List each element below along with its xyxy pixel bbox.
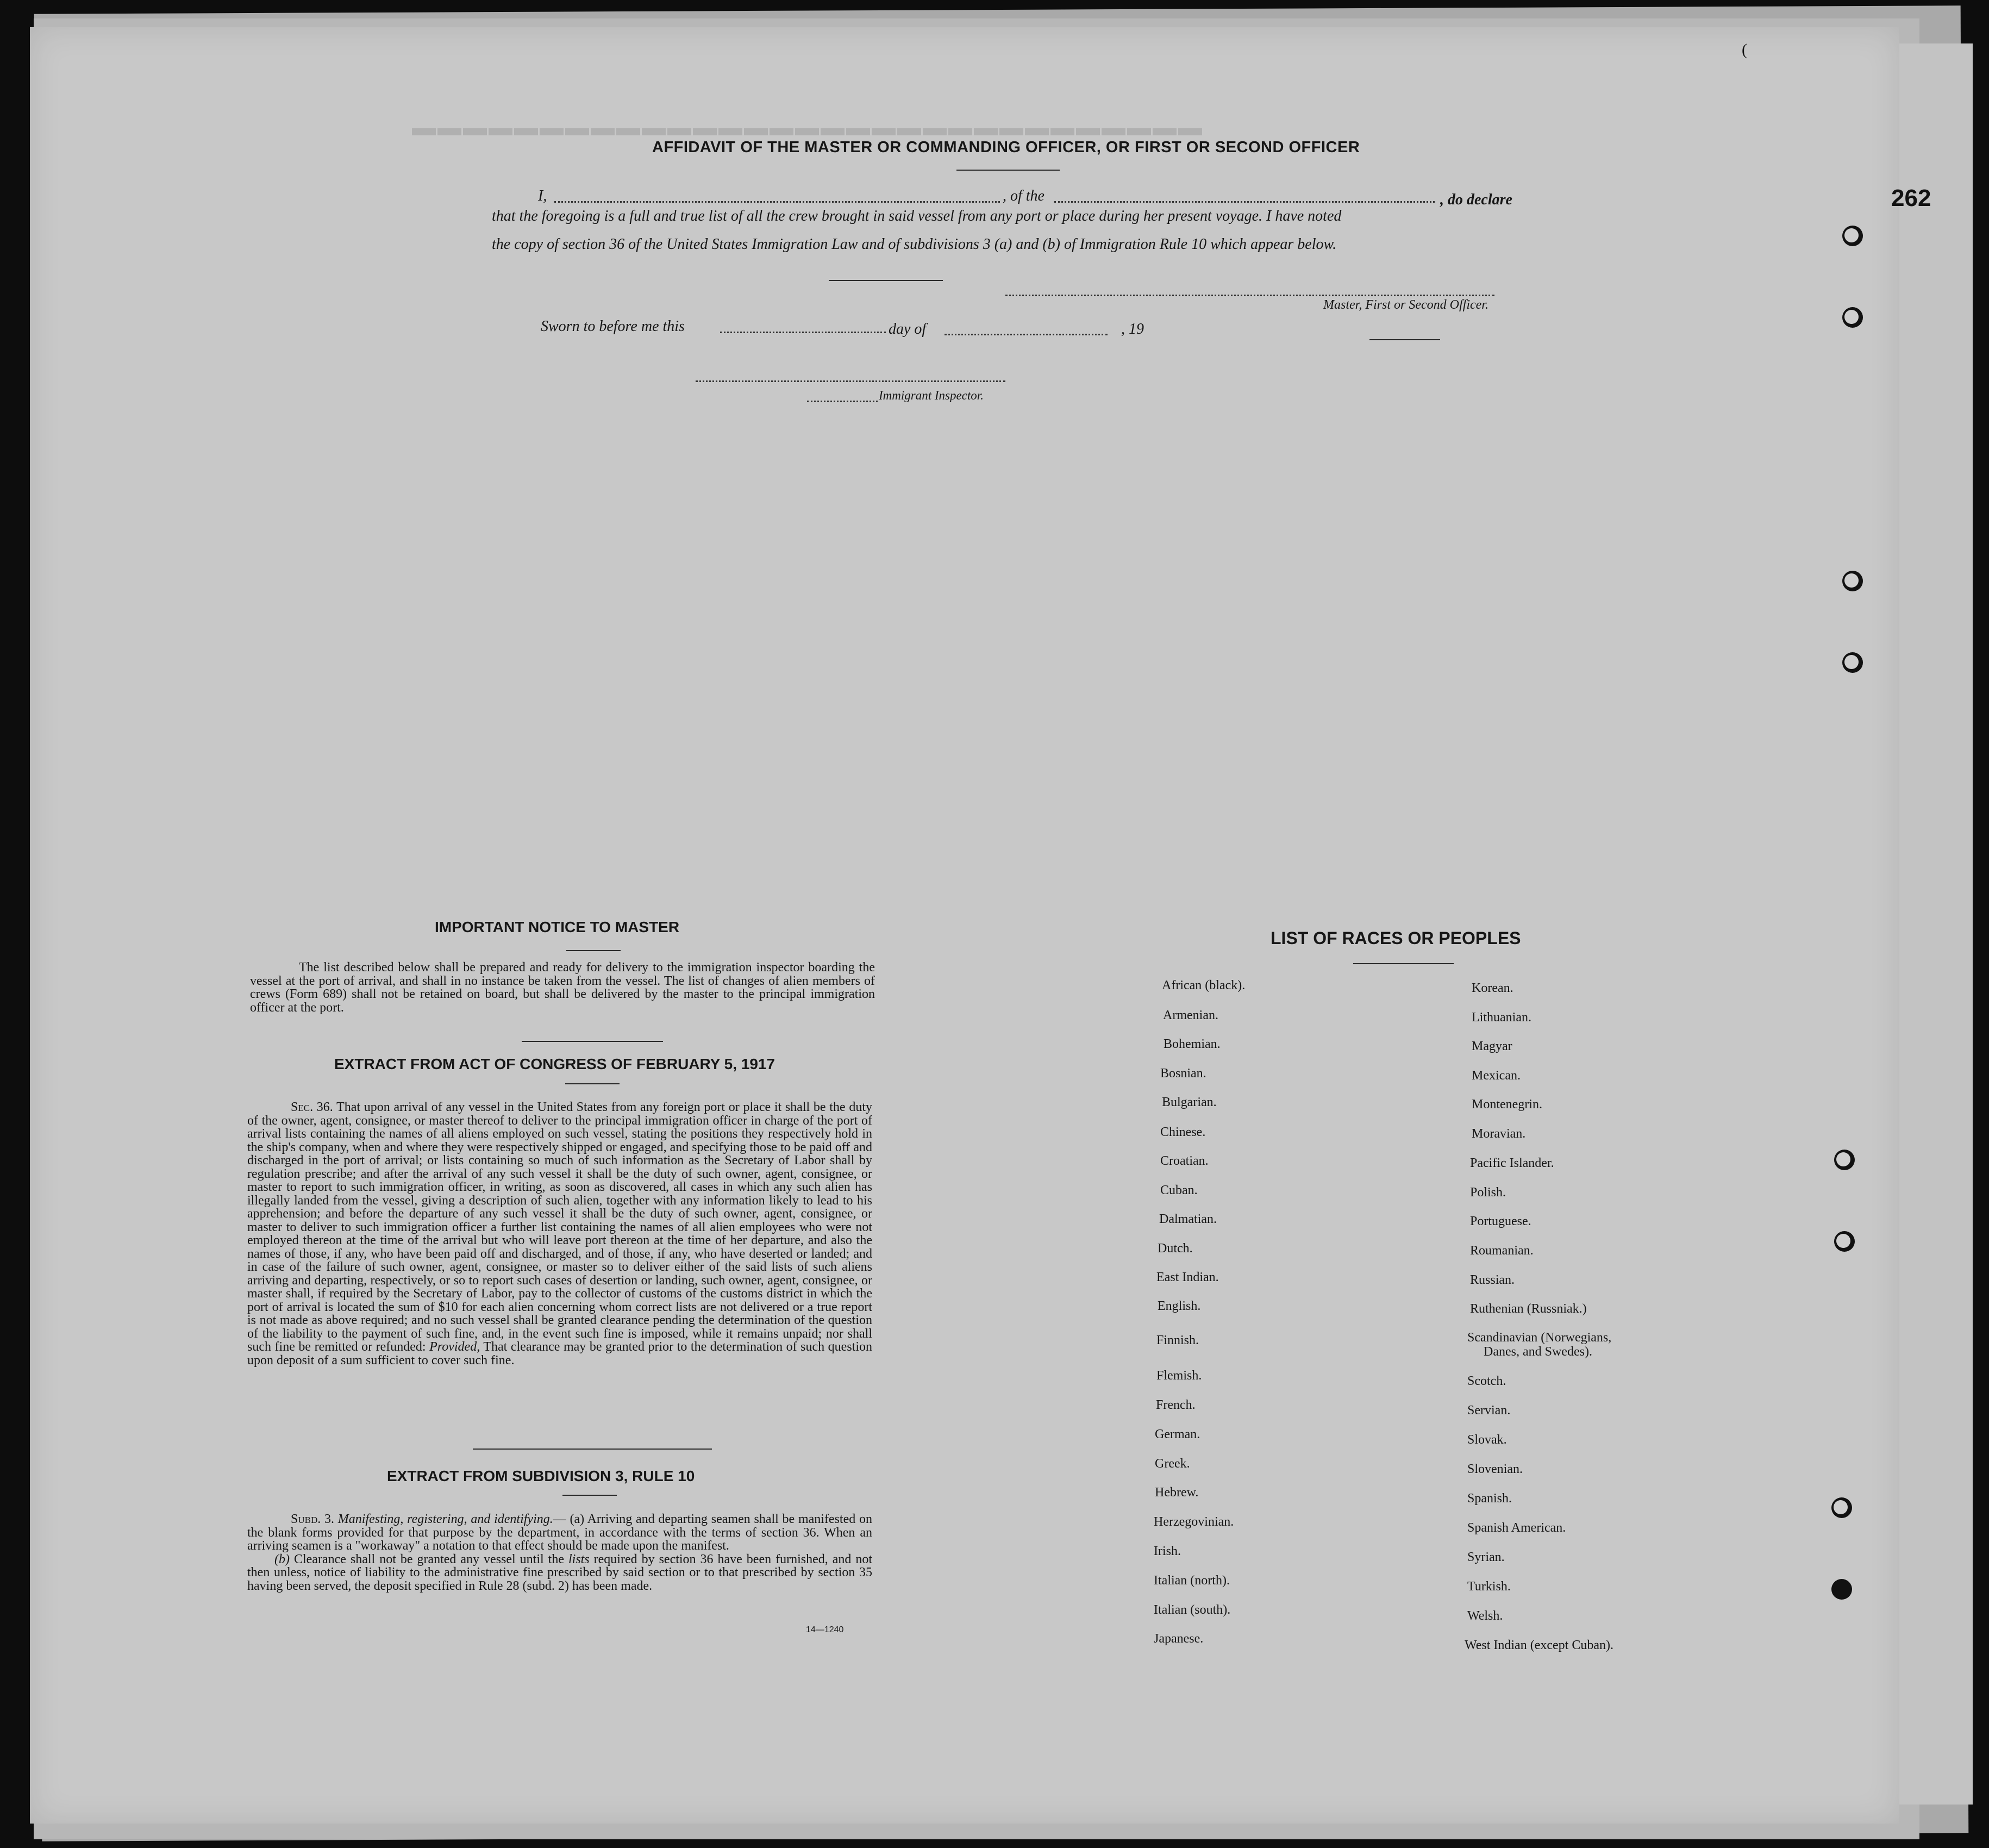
signature-blank [1005, 295, 1494, 296]
race-item: Greek. [1155, 1457, 1190, 1471]
inspector-blank [807, 401, 878, 402]
race-item: French. [1156, 1398, 1196, 1412]
affidavit-of-the-label: , of the [1003, 188, 1044, 204]
notice-title: IMPORTANT NOTICE TO MASTER [435, 919, 680, 935]
race-item: Bulgarian. [1162, 1095, 1217, 1109]
race-item: Syrian. [1467, 1550, 1505, 1564]
binder-hole [1842, 652, 1863, 673]
title-underline [1353, 963, 1454, 964]
race-item: Dutch. [1158, 1241, 1193, 1256]
margin-mark: ( [1742, 41, 1747, 59]
race-item: Cuban. [1160, 1183, 1198, 1197]
section-36-text-end: That clearance may be granted prior to the determination of such question upon deposit of a sum sufficient to cover such fine. [247, 1340, 873, 1368]
race-item: Italian (south). [1154, 1603, 1231, 1617]
race-item: Herzegovinian. [1154, 1515, 1234, 1529]
binder-hole [1831, 1579, 1852, 1600]
race-item: Hebrew. [1155, 1485, 1199, 1500]
race-item: Italian (north). [1154, 1574, 1230, 1588]
section-36-label: Sec. 36. [291, 1100, 333, 1114]
subd-label: Subd. 3. [291, 1512, 334, 1526]
race-item: Scotch. [1467, 1374, 1506, 1388]
race-item: German. [1155, 1427, 1200, 1441]
divider-rule [522, 1041, 663, 1042]
race-item: Roumanian. [1470, 1244, 1534, 1258]
race-item: Lithuanian. [1472, 1010, 1531, 1025]
race-item: Danes, and Swedes). [1484, 1345, 1592, 1359]
part-b-text: Clearance shall not be granted any vessel until the [293, 1552, 564, 1566]
race-item: Irish. [1154, 1544, 1181, 1558]
divider-rule [829, 280, 943, 281]
part-a-label: (a) [570, 1512, 585, 1526]
race-item: Croatian. [1160, 1154, 1209, 1168]
congress-extract-title: EXTRACT FROM ACT OF CONGRESS OF FEBRUARY 5, 1917 [334, 1056, 775, 1072]
subdivision-3-body [247, 1513, 872, 1593]
race-item: Pacific Islander. [1470, 1156, 1554, 1170]
race-item: Spanish. [1467, 1491, 1512, 1506]
race-item: West Indian (except Cuban). [1465, 1638, 1613, 1652]
race-item: Welsh. [1467, 1609, 1503, 1623]
year-label: , 19 [1121, 321, 1144, 338]
race-item: Finnish. [1156, 1333, 1199, 1347]
binder-hole [1834, 1150, 1855, 1170]
signature-label: Master, First or Second Officer. [1323, 298, 1488, 312]
part-b-lists: lists [568, 1552, 590, 1566]
part-b-label: (b) [274, 1552, 290, 1566]
title-underline [562, 1495, 617, 1496]
race-item: Ruthenian (Russniak.) [1470, 1302, 1587, 1316]
section-36-body [247, 1101, 872, 1367]
race-item: Servian. [1467, 1403, 1511, 1418]
race-item: Montenegrin. [1472, 1097, 1542, 1112]
month-blank [945, 334, 1108, 335]
inspector-label: Immigrant Inspector. [879, 389, 984, 402]
race-item: Portuguese. [1470, 1214, 1531, 1228]
affidavit-i-label: I, [538, 188, 547, 204]
sworn-day-blank [720, 332, 886, 333]
race-item: Bohemian. [1164, 1037, 1221, 1051]
inspector-signature-blank [696, 380, 1005, 382]
name-blank [554, 201, 1000, 203]
vessel-blank [1054, 201, 1435, 203]
race-item: Chinese. [1160, 1125, 1206, 1139]
part-a-paragraph: Subd. 3. Manifesting, registering, and identifying.— (a) Arriving and departing seamen shall be manifested on the blank forms provided for that purpose by the department, in accordance with the terms of section 36. When an arriving seamen is a "workaway" a notation to that effect should be made upon the manifest. [247, 1512, 872, 1553]
part-b-text-end: required by section 36 have been furnished, and not then unless, notice of liability to the administrative fine prescribed by said section or to that prescribed by section 35 having been served, the deposit specified in Rule 28 (subd. 2) has been made. [247, 1552, 873, 1593]
affidavit-body-line-2: the copy of section 36 of the United States Immigration Law and of subdivisions 3 (a) and (b) of Immigration Rule 10 which appear below. [492, 236, 1337, 253]
race-item: Magyar [1472, 1039, 1512, 1053]
race-item: East Indian. [1156, 1270, 1219, 1284]
binder-hole [1834, 1231, 1855, 1252]
subd-heading: Manifesting, registering, and identifying. [337, 1512, 553, 1526]
binder-hole [1842, 226, 1863, 246]
binder-hole [1842, 571, 1863, 591]
race-item: English. [1158, 1299, 1201, 1313]
binder-hole [1831, 1497, 1852, 1518]
race-item: Spanish American. [1467, 1521, 1566, 1535]
races-title: LIST OF RACES OR PEOPLES [1271, 928, 1521, 948]
race-item: Moravian. [1472, 1127, 1526, 1141]
rule10-extract-title: EXTRACT FROM SUBDIVISION 3, RULE 10 [387, 1468, 695, 1484]
section-36-text: That upon arrival of any vessel in the United States from any foreign port or place it shall be the duty of the owner, agent, consignee, or master thereof to deliver to the principal immigration officer in charge of the port of arrival lists containing the names of all aliens employed on such vessel, stating the positions they respectively hold in the ship's company, when and where they were respectively shipped or engaged, and specifying those to be paid off and discharged in the port of arrival; or lists containing so much of such information as the Secretary of Labor shall by regulation prescribe; and after the arrival of any such vessel it shall be the duty of such owner, agent, consignee, or master to report to such immigration officer, in writing, as soon as discovered, all cases in which any such alien has illegally landed from the vessel, giving a description of such alien, together with any information likely to lead to his apprehension; and before the departure of any such vessel it shall be the duty of such owner, agent, consignee, or master to deliver to such immigration officer a further list containing the names of all alien employees who were not employed thereon at the time of the arrival but who will leave port thereon at the time of her departure, and also the names of those, if any, who have been paid off and discharged, and of those, if any, who have deserted or landed; and in case of the failure of such owner, agent, consignee, or master so to deliver either of the said lists of such aliens arriving and departing, respectively, or so to report such cases of desertion or landing, such owner, agent, consignee, or master shall, if required by the Secretary of Labor, pay to the collector of customs of the customs district in which the port of arrival is located the sum of $10 for each alien concerning whom correct lists are not delivered or a true report is not made as above required; and no such vessel shall be granted clearance pending the determination of the question of the liability to the payment of such fine, and, in the event such fine is imposed, while it remains unpaid; nor shall such fine be remitted or refunded: [247, 1100, 872, 1354]
day-of-label: day of [889, 321, 927, 338]
race-item: Mexican. [1472, 1069, 1521, 1083]
bleed-through-text: ▬▬▬▬▬▬▬▬▬▬▬▬▬▬▬▬▬▬▬▬▬▬▬▬▬▬▬▬▬▬▬ [410, 114, 1202, 141]
page-number: 262 [1891, 185, 1931, 211]
divider-rule [1369, 339, 1440, 340]
race-item: Slovenian. [1467, 1462, 1523, 1476]
race-item: Korean. [1472, 981, 1513, 995]
race-item: African (black). [1162, 978, 1246, 992]
race-item: Scandinavian (Norwegians, [1467, 1331, 1612, 1345]
part-b-paragraph [247, 1553, 872, 1593]
affidavit-body-line-1: that the foregoing is a full and true list of all the crew brought in said vessel from any port or place during her present voyage. I have noted [492, 208, 1342, 224]
form-number: 14—1240 [806, 1625, 844, 1634]
race-item: Dalmatian. [1159, 1212, 1217, 1226]
part-a-text: Arriving and departing seamen shall be manifested on the blank forms provided for that purpose by the department, in accordance with the terms of section 36. When an arriving seamen is a "workaway" a notation to that effect should be made upon the manifest. [247, 1512, 872, 1553]
race-item: Russian. [1470, 1273, 1515, 1287]
race-item: Polish. [1470, 1185, 1506, 1200]
divider-rule [473, 1449, 712, 1450]
race-item: Japanese. [1154, 1632, 1204, 1646]
race-item: Flemish. [1156, 1369, 1202, 1383]
title-underline [565, 1083, 620, 1084]
affidavit-declare-label: , do declare [1440, 191, 1512, 208]
race-item: Slovak. [1467, 1433, 1507, 1447]
race-item: Turkish. [1467, 1579, 1511, 1594]
provided-label: Provided, [429, 1340, 480, 1354]
race-item: Bosnian. [1160, 1066, 1206, 1081]
binder-hole [1842, 307, 1863, 328]
affidavit-title: AFFIDAVIT OF THE MASTER OR COMMANDING OFFICER, OR FIRST OR SECOND OFFICER [652, 139, 1360, 156]
race-item: Armenian. [1163, 1008, 1218, 1022]
notice-body: The list described below shall be prepared and ready for delivery to the immigration inspector boarding the vessel at the port of arrival, and shall in no instance be taken from the vessel. The list of changes of alien members of crews (Form 689) shall not be retained on board, but shall be delivered by the master to the principal immigration officer at the port. [250, 960, 875, 1015]
title-underline [956, 170, 1060, 171]
sworn-label: Sworn to before me this [541, 318, 685, 335]
title-underline [566, 950, 621, 951]
